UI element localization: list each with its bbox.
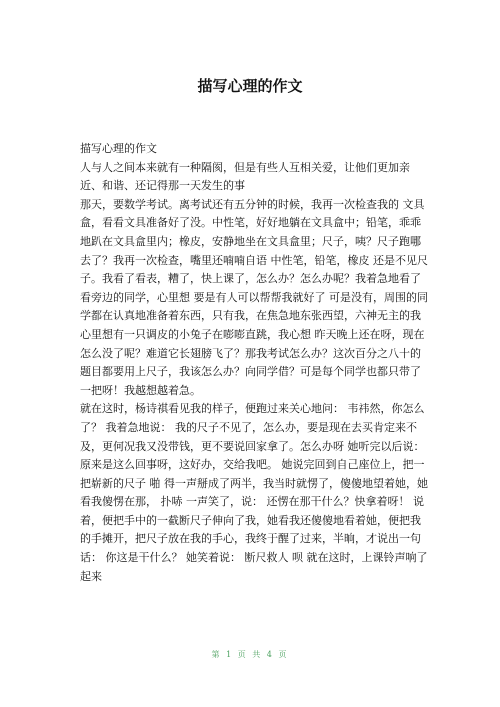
paragraph-help: 就在这时，杨诗祺看见我的样子，便跑过来关心地问： 韦祎然，你怎么了？ 我着急地说： 我的尺子不见了，怎么办，要是现在去买肯定来不及，更何况我又没带钱，更不要说回家拿了。怎么办呀 她听完以后说： 原来是这么回事呀，这好办，交给我吧。 她说完回到自己座位上，把一把崭新的尺子 啪 得一声掰成了两半，我当时就愣了，傻傻地望着她，她看我傻愣在那， 扑哧 一声笑了，说： 还愣在那干什么？快拿着呀！ 说着，便把手中的一截断尺子伸向了我，她看我还傻傻地看着她，便把我的手摊开，把尺子放在我的手心，我终于醒了过来，半晌，才说出一句话： 你这是干什么？ 她笑着说： 断尺救人 呗 就在这时，上课铃声响了起来 [80, 402, 428, 583]
document-body [80, 140, 430, 586]
page-number-footer: 第 1 页 共 4 页 [211, 650, 289, 659]
document-subtitle: 描写心理的作文 [80, 142, 157, 155]
paragraph-exam: 那天，要数学考试。离考试还有五分钟的时候，我再一次检查我的 文具盒，看看文具准备好了没。中性笔，好好地躺在文具盒中；铅笔，乖乖地趴在文具盒里内；橡皮，安静地坐在文具盒里；尺子，咦？尺子跑哪去了？我再一次检查，嘴里还喃喃自语 中性笔，铅笔，橡皮 还是不见尺子。我看了看表，糟了，快上课了，怎么办？怎么办呢？我着急地看了看旁边的同学，心里想 要是有人可以帮帮我就好了 可是没有，周围的同学都在认真地准备着东西，只有我，在焦急地东张西望，六神无主的我心里想有一只调皮的小兔子在嘭嘭直跳，我心想 昨天晚上还在呀，现在怎么没了呢？难道它长翅膀飞了？那我考试怎么办？这次百分之八十的题目都要用上尺子，我该怎么办？向同学借？可是每个同学也都只带了一把呀！我越想越着急。 [80, 197, 428, 397]
paragraph-intro: 人与人之间本来就有一种隔阂，但是有些人互相关爱，让他们更加亲近、和谐、还记得那一天发生的事 [80, 160, 410, 193]
document-title: 描写心理的作文 [197, 77, 303, 95]
